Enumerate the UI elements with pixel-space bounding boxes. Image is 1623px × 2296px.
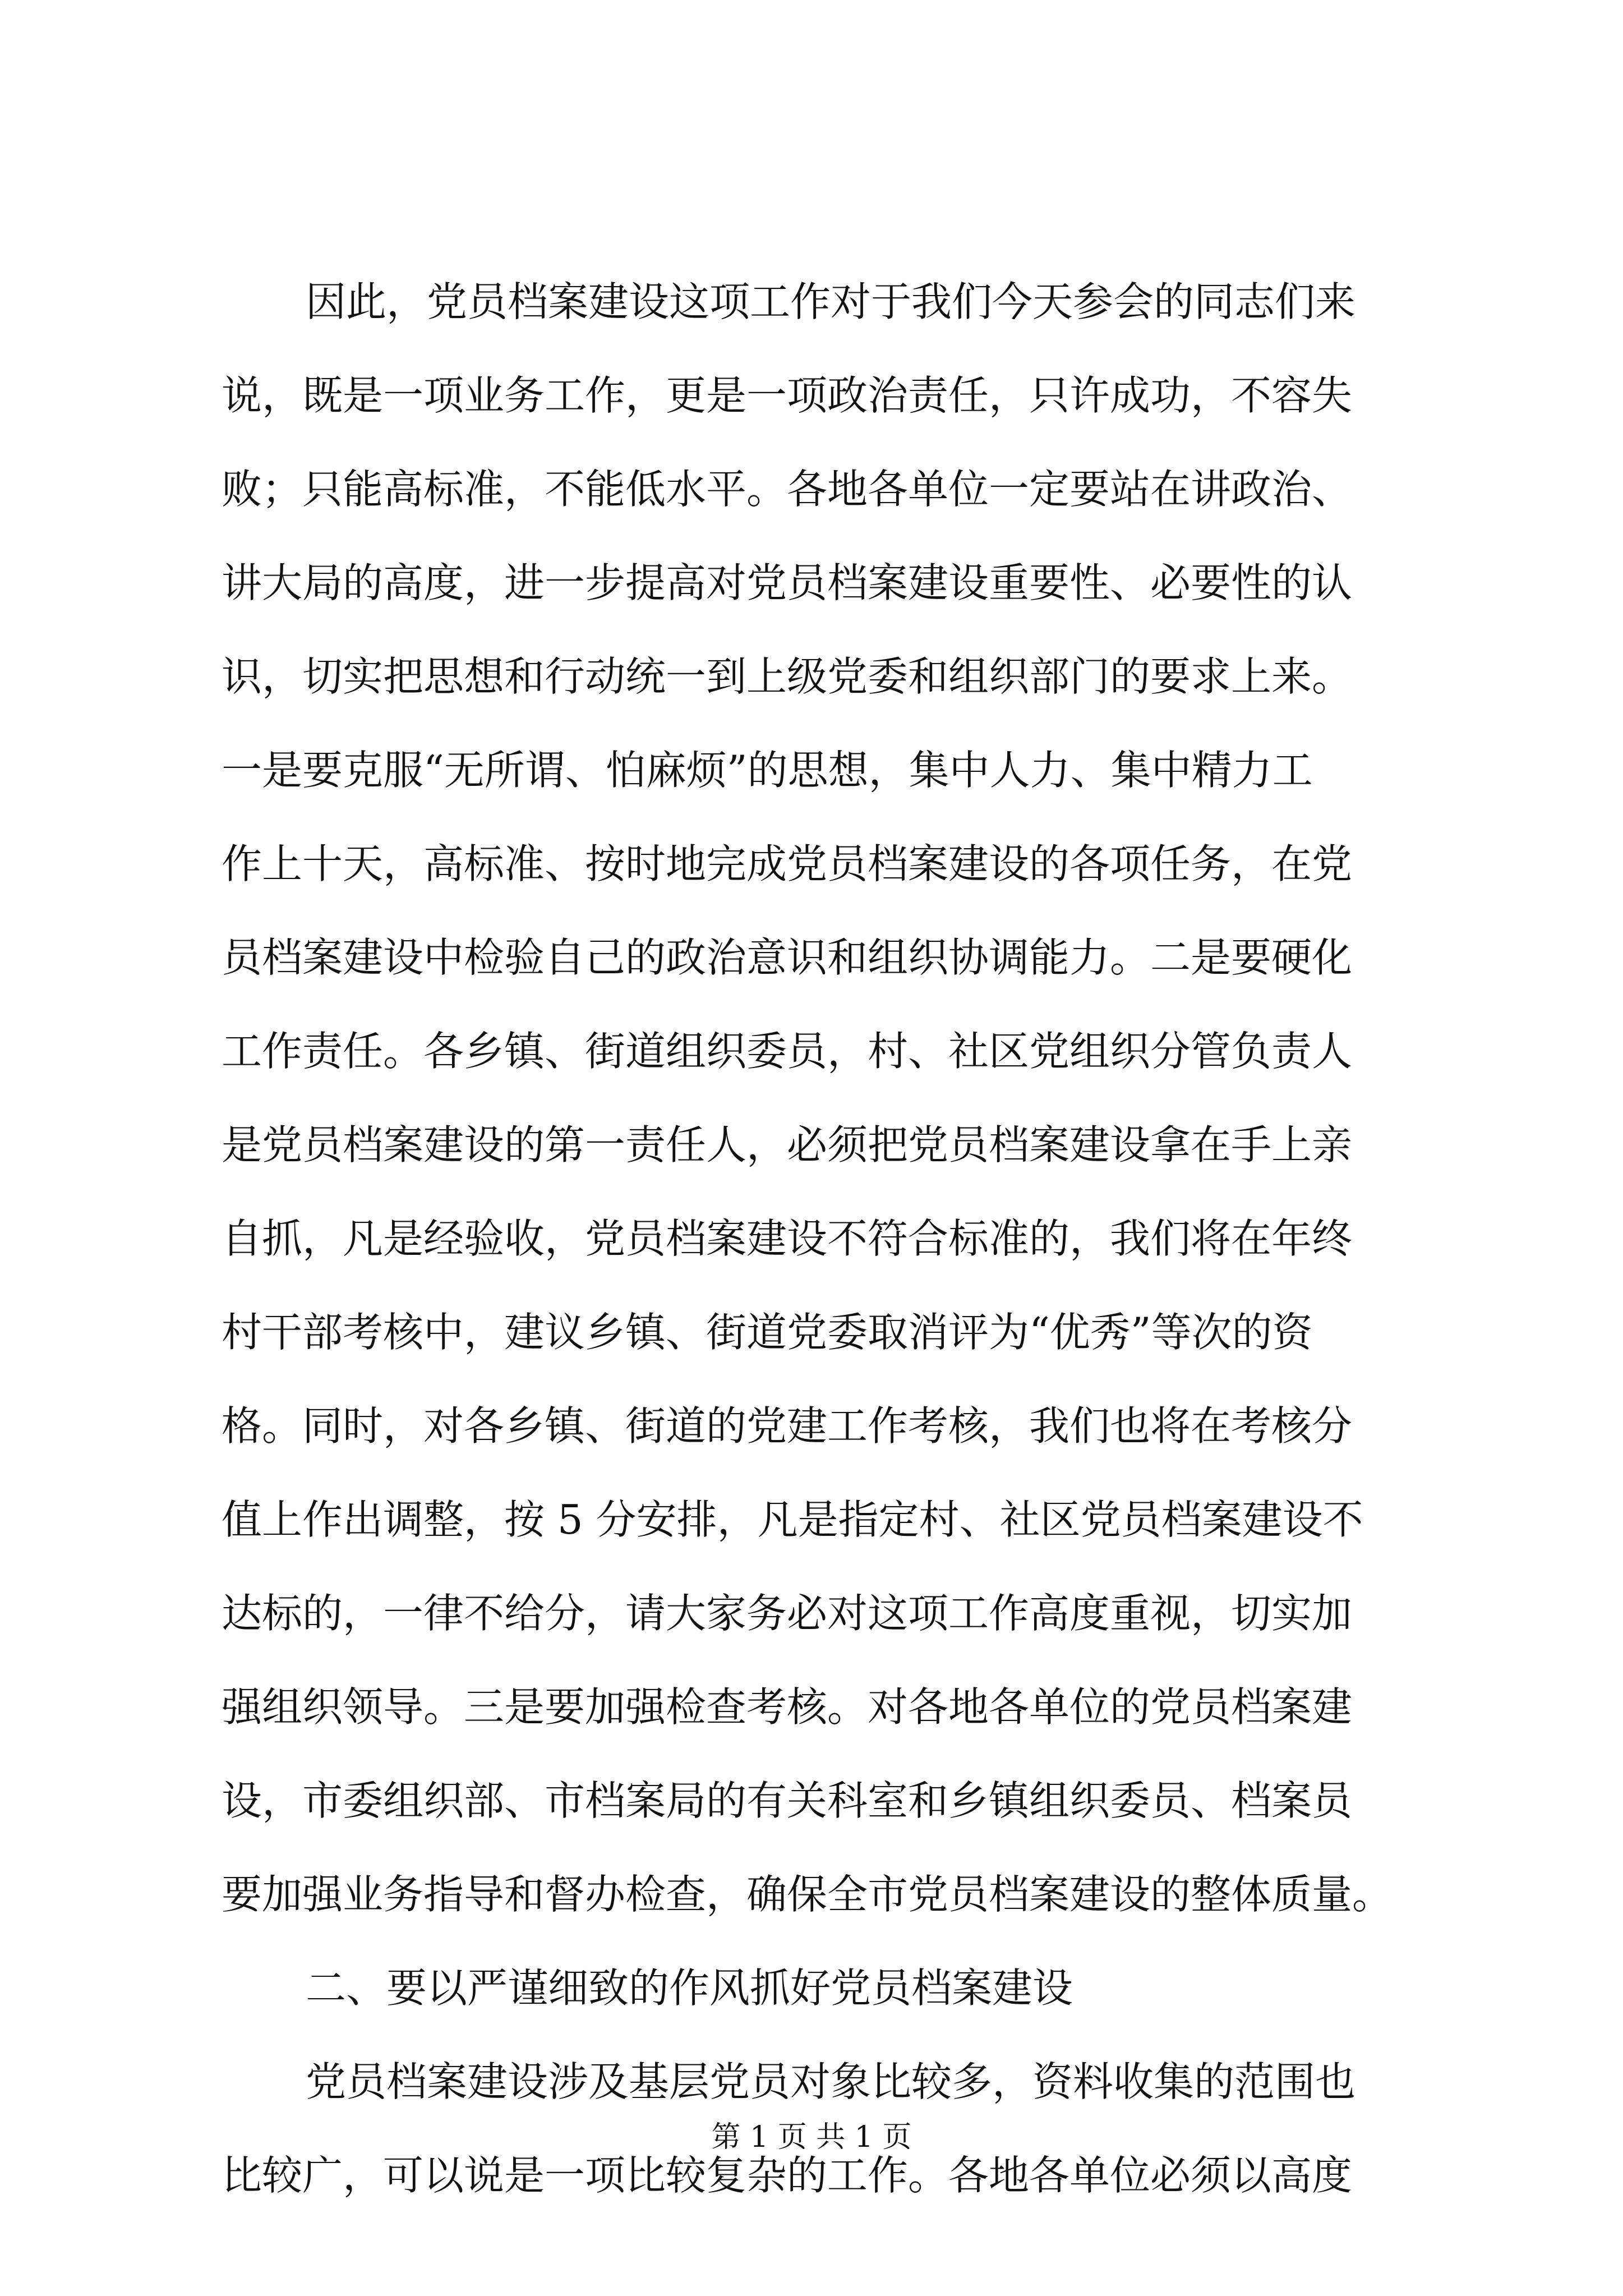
paragraph-line: 作上十天，高标准、按时地完成党员档案建设的各项任务，在党 xyxy=(222,840,1353,887)
paragraph-line: 要加强业务指导和督办检查，确保全市党员档案建设的整体质量。 xyxy=(222,1871,1393,1918)
paragraph-line: 格。同时，对各乡镇、街道的党建工作考核，我们也将在考核分 xyxy=(222,1402,1353,1450)
paragraph-line: 败；只能高标准，不能低水平。各地各单位一定要站在讲政治、 xyxy=(222,466,1353,513)
section-heading: 二、要以严谨细致的作风抓好党员档案建设 xyxy=(306,1964,1073,2012)
document-body xyxy=(222,255,1405,2223)
paragraph-line: 员档案建设中检验自己的政治意识和组织协调能力。二是要硬化 xyxy=(222,934,1353,981)
paragraph-line: 因此，党员档案建设这项工作对于我们今天参会的同志们来 xyxy=(306,278,1356,325)
paragraph-line: 比较广，可以说是一项比较复杂的工作。各地各单位必须以高度 xyxy=(222,2152,1353,2199)
page-footer: 第 1 页 共 1 页 xyxy=(711,2120,912,2154)
paragraph-line: 党员档案建设涉及基层党员对象比较多，资料收集的范围也 xyxy=(306,2058,1356,2105)
paragraph-line: 村干部考核中，建议乡镇、街道党委取消评为“优秀”等次的资 xyxy=(222,1309,1313,1356)
paragraph-line: 设，市委组织部、市档案局的有关科室和乡镇组织委员、档案员 xyxy=(222,1777,1353,1824)
paragraph-line: 达标的，一律不给分，请大家务必对这项工作高度重视，切实加 xyxy=(222,1590,1353,1637)
paragraph-line: 讲大局的高度，进一步提高对党员档案建设重要性、必要性的认 xyxy=(222,559,1353,606)
paragraph-line: 自抓，凡是经验收，党员档案建设不符合标准的，我们将在年终 xyxy=(222,1215,1353,1262)
paragraph-line: 是党员档案建设的第一责任人，必须把党员档案建设拿在手上亲 xyxy=(222,1121,1353,1168)
paragraph-line: 说，既是一项业务工作，更是一项政治责任，只许成功，不容失 xyxy=(222,372,1353,419)
paragraph-line: 识，切实把思想和行动统一到上级党委和组织部门的要求上来。 xyxy=(222,653,1353,700)
paragraph-line: 值上作出调整，按 5 分安排，凡是指定村、社区党员档案建设不 xyxy=(222,1496,1363,1543)
paragraph-line: 一是要克服“无所谓、怕麻烦”的思想，集中人力、集中精力工 xyxy=(222,747,1313,794)
paragraph-line: 强组织领导。三是要加强检查考核。对各地各单位的党员档案建 xyxy=(222,1683,1353,1731)
paragraph-line: 工作责任。各乡镇、街道组织委员，村、社区党组织分管负责人 xyxy=(222,1028,1353,1075)
